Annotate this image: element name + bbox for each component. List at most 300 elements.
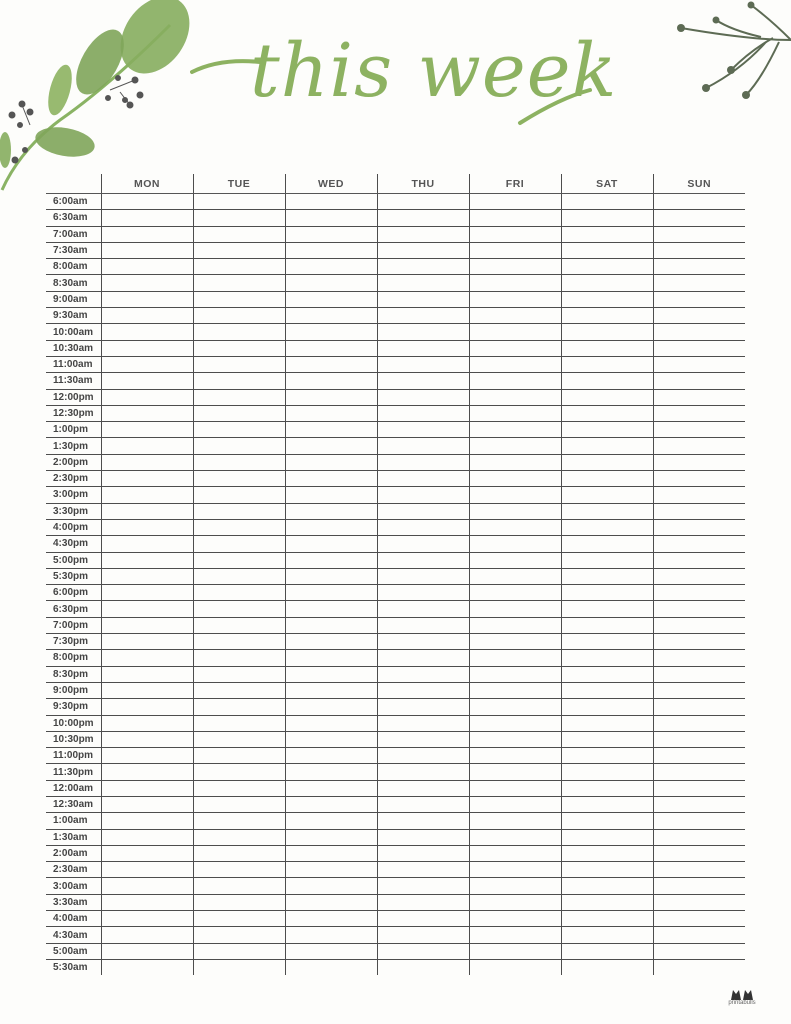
- slot-sat[interactable]: [561, 813, 653, 829]
- slot-sun[interactable]: [653, 324, 745, 340]
- slot-sun[interactable]: [653, 764, 745, 780]
- slot-tue[interactable]: [193, 422, 285, 438]
- slot-tue[interactable]: [193, 259, 285, 275]
- slot-sun[interactable]: [653, 845, 745, 861]
- slot-mon[interactable]: [101, 650, 193, 666]
- slot-sat[interactable]: [561, 454, 653, 470]
- slot-sat[interactable]: [561, 748, 653, 764]
- slot-tue[interactable]: [193, 845, 285, 861]
- slot-mon[interactable]: [101, 845, 193, 861]
- slot-sun[interactable]: [653, 503, 745, 519]
- slot-mon[interactable]: [101, 389, 193, 405]
- slot-fri[interactable]: [469, 911, 561, 927]
- slot-wed[interactable]: [285, 503, 377, 519]
- slot-mon[interactable]: [101, 308, 193, 324]
- slot-wed[interactable]: [285, 471, 377, 487]
- slot-fri[interactable]: [469, 585, 561, 601]
- slot-mon[interactable]: [101, 487, 193, 503]
- slot-thu[interactable]: [377, 487, 469, 503]
- slot-wed[interactable]: [285, 536, 377, 552]
- slot-fri[interactable]: [469, 682, 561, 698]
- slot-wed[interactable]: [285, 829, 377, 845]
- slot-fri[interactable]: [469, 259, 561, 275]
- slot-fri[interactable]: [469, 454, 561, 470]
- slot-fri[interactable]: [469, 699, 561, 715]
- slot-tue[interactable]: [193, 748, 285, 764]
- slot-thu[interactable]: [377, 748, 469, 764]
- slot-thu[interactable]: [377, 373, 469, 389]
- slot-sat[interactable]: [561, 340, 653, 356]
- slot-mon[interactable]: [101, 829, 193, 845]
- slot-mon[interactable]: [101, 731, 193, 747]
- slot-sun[interactable]: [653, 226, 745, 242]
- slot-wed[interactable]: [285, 340, 377, 356]
- slot-sun[interactable]: [653, 356, 745, 372]
- slot-sat[interactable]: [561, 927, 653, 943]
- slot-wed[interactable]: [285, 519, 377, 535]
- slot-fri[interactable]: [469, 552, 561, 568]
- slot-thu[interactable]: [377, 324, 469, 340]
- slot-mon[interactable]: [101, 536, 193, 552]
- slot-thu[interactable]: [377, 405, 469, 421]
- slot-wed[interactable]: [285, 878, 377, 894]
- slot-wed[interactable]: [285, 552, 377, 568]
- slot-tue[interactable]: [193, 894, 285, 910]
- slot-sun[interactable]: [653, 454, 745, 470]
- slot-wed[interactable]: [285, 259, 377, 275]
- slot-mon[interactable]: [101, 878, 193, 894]
- slot-sat[interactable]: [561, 259, 653, 275]
- slot-mon[interactable]: [101, 911, 193, 927]
- slot-fri[interactable]: [469, 226, 561, 242]
- slot-tue[interactable]: [193, 373, 285, 389]
- slot-thu[interactable]: [377, 422, 469, 438]
- slot-thu[interactable]: [377, 585, 469, 601]
- slot-tue[interactable]: [193, 389, 285, 405]
- slot-thu[interactable]: [377, 682, 469, 698]
- slot-thu[interactable]: [377, 943, 469, 959]
- slot-sat[interactable]: [561, 422, 653, 438]
- slot-tue[interactable]: [193, 405, 285, 421]
- slot-sat[interactable]: [561, 275, 653, 291]
- slot-wed[interactable]: [285, 617, 377, 633]
- slot-sat[interactable]: [561, 699, 653, 715]
- slot-sun[interactable]: [653, 634, 745, 650]
- slot-sun[interactable]: [653, 308, 745, 324]
- slot-thu[interactable]: [377, 503, 469, 519]
- slot-fri[interactable]: [469, 780, 561, 796]
- slot-sat[interactable]: [561, 536, 653, 552]
- slot-sun[interactable]: [653, 405, 745, 421]
- slot-wed[interactable]: [285, 666, 377, 682]
- slot-fri[interactable]: [469, 943, 561, 959]
- slot-tue[interactable]: [193, 275, 285, 291]
- slot-fri[interactable]: [469, 340, 561, 356]
- slot-thu[interactable]: [377, 927, 469, 943]
- slot-tue[interactable]: [193, 194, 285, 210]
- slot-tue[interactable]: [193, 862, 285, 878]
- slot-wed[interactable]: [285, 356, 377, 372]
- slot-thu[interactable]: [377, 210, 469, 226]
- slot-mon[interactable]: [101, 699, 193, 715]
- slot-sat[interactable]: [561, 715, 653, 731]
- slot-fri[interactable]: [469, 878, 561, 894]
- slot-mon[interactable]: [101, 568, 193, 584]
- slot-wed[interactable]: [285, 210, 377, 226]
- slot-tue[interactable]: [193, 780, 285, 796]
- slot-mon[interactable]: [101, 813, 193, 829]
- slot-tue[interactable]: [193, 959, 285, 975]
- slot-thu[interactable]: [377, 666, 469, 682]
- slot-fri[interactable]: [469, 536, 561, 552]
- slot-tue[interactable]: [193, 471, 285, 487]
- slot-sat[interactable]: [561, 324, 653, 340]
- slot-sat[interactable]: [561, 682, 653, 698]
- slot-fri[interactable]: [469, 959, 561, 975]
- slot-mon[interactable]: [101, 748, 193, 764]
- slot-sat[interactable]: [561, 911, 653, 927]
- slot-thu[interactable]: [377, 308, 469, 324]
- slot-sat[interactable]: [561, 389, 653, 405]
- slot-sun[interactable]: [653, 878, 745, 894]
- slot-sat[interactable]: [561, 666, 653, 682]
- slot-sat[interactable]: [561, 503, 653, 519]
- slot-sun[interactable]: [653, 291, 745, 307]
- slot-thu[interactable]: [377, 389, 469, 405]
- slot-fri[interactable]: [469, 471, 561, 487]
- slot-mon[interactable]: [101, 552, 193, 568]
- slot-wed[interactable]: [285, 291, 377, 307]
- slot-sun[interactable]: [653, 699, 745, 715]
- slot-wed[interactable]: [285, 242, 377, 258]
- slot-tue[interactable]: [193, 650, 285, 666]
- slot-sat[interactable]: [561, 519, 653, 535]
- slot-wed[interactable]: [285, 405, 377, 421]
- slot-wed[interactable]: [285, 748, 377, 764]
- slot-sat[interactable]: [561, 959, 653, 975]
- slot-sun[interactable]: [653, 601, 745, 617]
- slot-sun[interactable]: [653, 242, 745, 258]
- slot-thu[interactable]: [377, 471, 469, 487]
- slot-thu[interactable]: [377, 275, 469, 291]
- slot-tue[interactable]: [193, 878, 285, 894]
- slot-mon[interactable]: [101, 422, 193, 438]
- slot-fri[interactable]: [469, 862, 561, 878]
- slot-mon[interactable]: [101, 503, 193, 519]
- slot-mon[interactable]: [101, 259, 193, 275]
- slot-tue[interactable]: [193, 682, 285, 698]
- slot-fri[interactable]: [469, 275, 561, 291]
- slot-mon[interactable]: [101, 943, 193, 959]
- slot-wed[interactable]: [285, 894, 377, 910]
- slot-wed[interactable]: [285, 959, 377, 975]
- slot-sat[interactable]: [561, 617, 653, 633]
- slot-wed[interactable]: [285, 324, 377, 340]
- slot-mon[interactable]: [101, 194, 193, 210]
- slot-tue[interactable]: [193, 617, 285, 633]
- slot-sun[interactable]: [653, 731, 745, 747]
- slot-sat[interactable]: [561, 862, 653, 878]
- slot-sun[interactable]: [653, 943, 745, 959]
- slot-wed[interactable]: [285, 699, 377, 715]
- slot-mon[interactable]: [101, 780, 193, 796]
- slot-fri[interactable]: [469, 503, 561, 519]
- slot-sat[interactable]: [561, 780, 653, 796]
- slot-tue[interactable]: [193, 634, 285, 650]
- slot-fri[interactable]: [469, 634, 561, 650]
- slot-sun[interactable]: [653, 259, 745, 275]
- slot-mon[interactable]: [101, 210, 193, 226]
- slot-fri[interactable]: [469, 666, 561, 682]
- slot-mon[interactable]: [101, 519, 193, 535]
- slot-wed[interactable]: [285, 454, 377, 470]
- slot-fri[interactable]: [469, 748, 561, 764]
- slot-wed[interactable]: [285, 715, 377, 731]
- slot-fri[interactable]: [469, 731, 561, 747]
- slot-mon[interactable]: [101, 862, 193, 878]
- slot-mon[interactable]: [101, 601, 193, 617]
- slot-mon[interactable]: [101, 634, 193, 650]
- slot-sat[interactable]: [561, 764, 653, 780]
- slot-fri[interactable]: [469, 422, 561, 438]
- slot-sat[interactable]: [561, 650, 653, 666]
- slot-wed[interactable]: [285, 927, 377, 943]
- slot-sat[interactable]: [561, 373, 653, 389]
- slot-sat[interactable]: [561, 242, 653, 258]
- slot-tue[interactable]: [193, 438, 285, 454]
- slot-mon[interactable]: [101, 682, 193, 698]
- slot-sun[interactable]: [653, 194, 745, 210]
- slot-sun[interactable]: [653, 389, 745, 405]
- slot-mon[interactable]: [101, 471, 193, 487]
- slot-fri[interactable]: [469, 568, 561, 584]
- slot-mon[interactable]: [101, 796, 193, 812]
- slot-sun[interactable]: [653, 340, 745, 356]
- slot-wed[interactable]: [285, 487, 377, 503]
- slot-wed[interactable]: [285, 862, 377, 878]
- slot-wed[interactable]: [285, 389, 377, 405]
- slot-wed[interactable]: [285, 226, 377, 242]
- slot-sat[interactable]: [561, 894, 653, 910]
- slot-wed[interactable]: [285, 373, 377, 389]
- slot-thu[interactable]: [377, 634, 469, 650]
- slot-thu[interactable]: [377, 796, 469, 812]
- slot-thu[interactable]: [377, 601, 469, 617]
- slot-thu[interactable]: [377, 715, 469, 731]
- slot-tue[interactable]: [193, 699, 285, 715]
- slot-wed[interactable]: [285, 796, 377, 812]
- slot-thu[interactable]: [377, 226, 469, 242]
- slot-thu[interactable]: [377, 764, 469, 780]
- slot-tue[interactable]: [193, 568, 285, 584]
- slot-sun[interactable]: [653, 894, 745, 910]
- slot-tue[interactable]: [193, 943, 285, 959]
- slot-mon[interactable]: [101, 454, 193, 470]
- slot-sat[interactable]: [561, 568, 653, 584]
- slot-wed[interactable]: [285, 634, 377, 650]
- slot-sun[interactable]: [653, 536, 745, 552]
- slot-sat[interactable]: [561, 487, 653, 503]
- slot-thu[interactable]: [377, 242, 469, 258]
- slot-tue[interactable]: [193, 536, 285, 552]
- slot-mon[interactable]: [101, 959, 193, 975]
- slot-sun[interactable]: [653, 568, 745, 584]
- slot-mon[interactable]: [101, 291, 193, 307]
- slot-sat[interactable]: [561, 356, 653, 372]
- slot-sun[interactable]: [653, 796, 745, 812]
- slot-fri[interactable]: [469, 291, 561, 307]
- slot-sun[interactable]: [653, 422, 745, 438]
- slot-mon[interactable]: [101, 275, 193, 291]
- slot-sun[interactable]: [653, 666, 745, 682]
- slot-tue[interactable]: [193, 291, 285, 307]
- slot-thu[interactable]: [377, 731, 469, 747]
- slot-fri[interactable]: [469, 829, 561, 845]
- slot-tue[interactable]: [193, 210, 285, 226]
- slot-fri[interactable]: [469, 894, 561, 910]
- slot-wed[interactable]: [285, 943, 377, 959]
- slot-wed[interactable]: [285, 911, 377, 927]
- slot-mon[interactable]: [101, 894, 193, 910]
- slot-tue[interactable]: [193, 764, 285, 780]
- slot-sat[interactable]: [561, 601, 653, 617]
- slot-sun[interactable]: [653, 519, 745, 535]
- slot-tue[interactable]: [193, 731, 285, 747]
- slot-fri[interactable]: [469, 194, 561, 210]
- slot-sat[interactable]: [561, 471, 653, 487]
- slot-fri[interactable]: [469, 210, 561, 226]
- slot-mon[interactable]: [101, 373, 193, 389]
- slot-sat[interactable]: [561, 634, 653, 650]
- slot-sat[interactable]: [561, 731, 653, 747]
- slot-wed[interactable]: [285, 650, 377, 666]
- slot-fri[interactable]: [469, 324, 561, 340]
- slot-wed[interactable]: [285, 422, 377, 438]
- slot-thu[interactable]: [377, 911, 469, 927]
- slot-mon[interactable]: [101, 715, 193, 731]
- slot-tue[interactable]: [193, 503, 285, 519]
- slot-tue[interactable]: [193, 796, 285, 812]
- slot-sat[interactable]: [561, 291, 653, 307]
- slot-sat[interactable]: [561, 438, 653, 454]
- slot-sun[interactable]: [653, 715, 745, 731]
- slot-tue[interactable]: [193, 911, 285, 927]
- slot-wed[interactable]: [285, 731, 377, 747]
- slot-thu[interactable]: [377, 813, 469, 829]
- slot-sun[interactable]: [653, 552, 745, 568]
- slot-wed[interactable]: [285, 308, 377, 324]
- slot-fri[interactable]: [469, 308, 561, 324]
- slot-wed[interactable]: [285, 813, 377, 829]
- slot-thu[interactable]: [377, 829, 469, 845]
- slot-sun[interactable]: [653, 682, 745, 698]
- slot-tue[interactable]: [193, 308, 285, 324]
- slot-tue[interactable]: [193, 340, 285, 356]
- slot-sun[interactable]: [653, 780, 745, 796]
- slot-thu[interactable]: [377, 291, 469, 307]
- slot-sat[interactable]: [561, 585, 653, 601]
- slot-sat[interactable]: [561, 878, 653, 894]
- slot-sun[interactable]: [653, 911, 745, 927]
- slot-sat[interactable]: [561, 405, 653, 421]
- slot-thu[interactable]: [377, 862, 469, 878]
- slot-sat[interactable]: [561, 194, 653, 210]
- slot-fri[interactable]: [469, 845, 561, 861]
- slot-sun[interactable]: [653, 959, 745, 975]
- slot-sat[interactable]: [561, 308, 653, 324]
- slot-wed[interactable]: [285, 585, 377, 601]
- slot-fri[interactable]: [469, 617, 561, 633]
- slot-thu[interactable]: [377, 340, 469, 356]
- slot-tue[interactable]: [193, 927, 285, 943]
- slot-thu[interactable]: [377, 568, 469, 584]
- slot-sun[interactable]: [653, 487, 745, 503]
- slot-sun[interactable]: [653, 862, 745, 878]
- slot-wed[interactable]: [285, 764, 377, 780]
- slot-sun[interactable]: [653, 829, 745, 845]
- slot-tue[interactable]: [193, 454, 285, 470]
- slot-fri[interactable]: [469, 389, 561, 405]
- slot-sat[interactable]: [561, 552, 653, 568]
- slot-thu[interactable]: [377, 438, 469, 454]
- slot-thu[interactable]: [377, 699, 469, 715]
- slot-mon[interactable]: [101, 324, 193, 340]
- slot-wed[interactable]: [285, 780, 377, 796]
- slot-fri[interactable]: [469, 927, 561, 943]
- slot-sat[interactable]: [561, 226, 653, 242]
- slot-tue[interactable]: [193, 813, 285, 829]
- slot-fri[interactable]: [469, 764, 561, 780]
- slot-fri[interactable]: [469, 715, 561, 731]
- slot-mon[interactable]: [101, 438, 193, 454]
- slot-thu[interactable]: [377, 780, 469, 796]
- slot-wed[interactable]: [285, 438, 377, 454]
- slot-wed[interactable]: [285, 568, 377, 584]
- slot-tue[interactable]: [193, 356, 285, 372]
- slot-sun[interactable]: [653, 585, 745, 601]
- slot-wed[interactable]: [285, 682, 377, 698]
- slot-thu[interactable]: [377, 356, 469, 372]
- slot-tue[interactable]: [193, 601, 285, 617]
- slot-mon[interactable]: [101, 226, 193, 242]
- slot-thu[interactable]: [377, 536, 469, 552]
- slot-mon[interactable]: [101, 585, 193, 601]
- slot-thu[interactable]: [377, 194, 469, 210]
- slot-sat[interactable]: [561, 829, 653, 845]
- slot-mon[interactable]: [101, 764, 193, 780]
- slot-thu[interactable]: [377, 845, 469, 861]
- slot-sun[interactable]: [653, 650, 745, 666]
- slot-fri[interactable]: [469, 601, 561, 617]
- slot-sat[interactable]: [561, 943, 653, 959]
- slot-mon[interactable]: [101, 927, 193, 943]
- slot-fri[interactable]: [469, 438, 561, 454]
- slot-sun[interactable]: [653, 275, 745, 291]
- slot-fri[interactable]: [469, 813, 561, 829]
- slot-wed[interactable]: [285, 194, 377, 210]
- slot-tue[interactable]: [193, 715, 285, 731]
- slot-tue[interactable]: [193, 519, 285, 535]
- slot-sat[interactable]: [561, 796, 653, 812]
- slot-mon[interactable]: [101, 617, 193, 633]
- slot-mon[interactable]: [101, 242, 193, 258]
- slot-thu[interactable]: [377, 454, 469, 470]
- slot-thu[interactable]: [377, 959, 469, 975]
- slot-mon[interactable]: [101, 405, 193, 421]
- slot-tue[interactable]: [193, 242, 285, 258]
- slot-thu[interactable]: [377, 878, 469, 894]
- slot-fri[interactable]: [469, 519, 561, 535]
